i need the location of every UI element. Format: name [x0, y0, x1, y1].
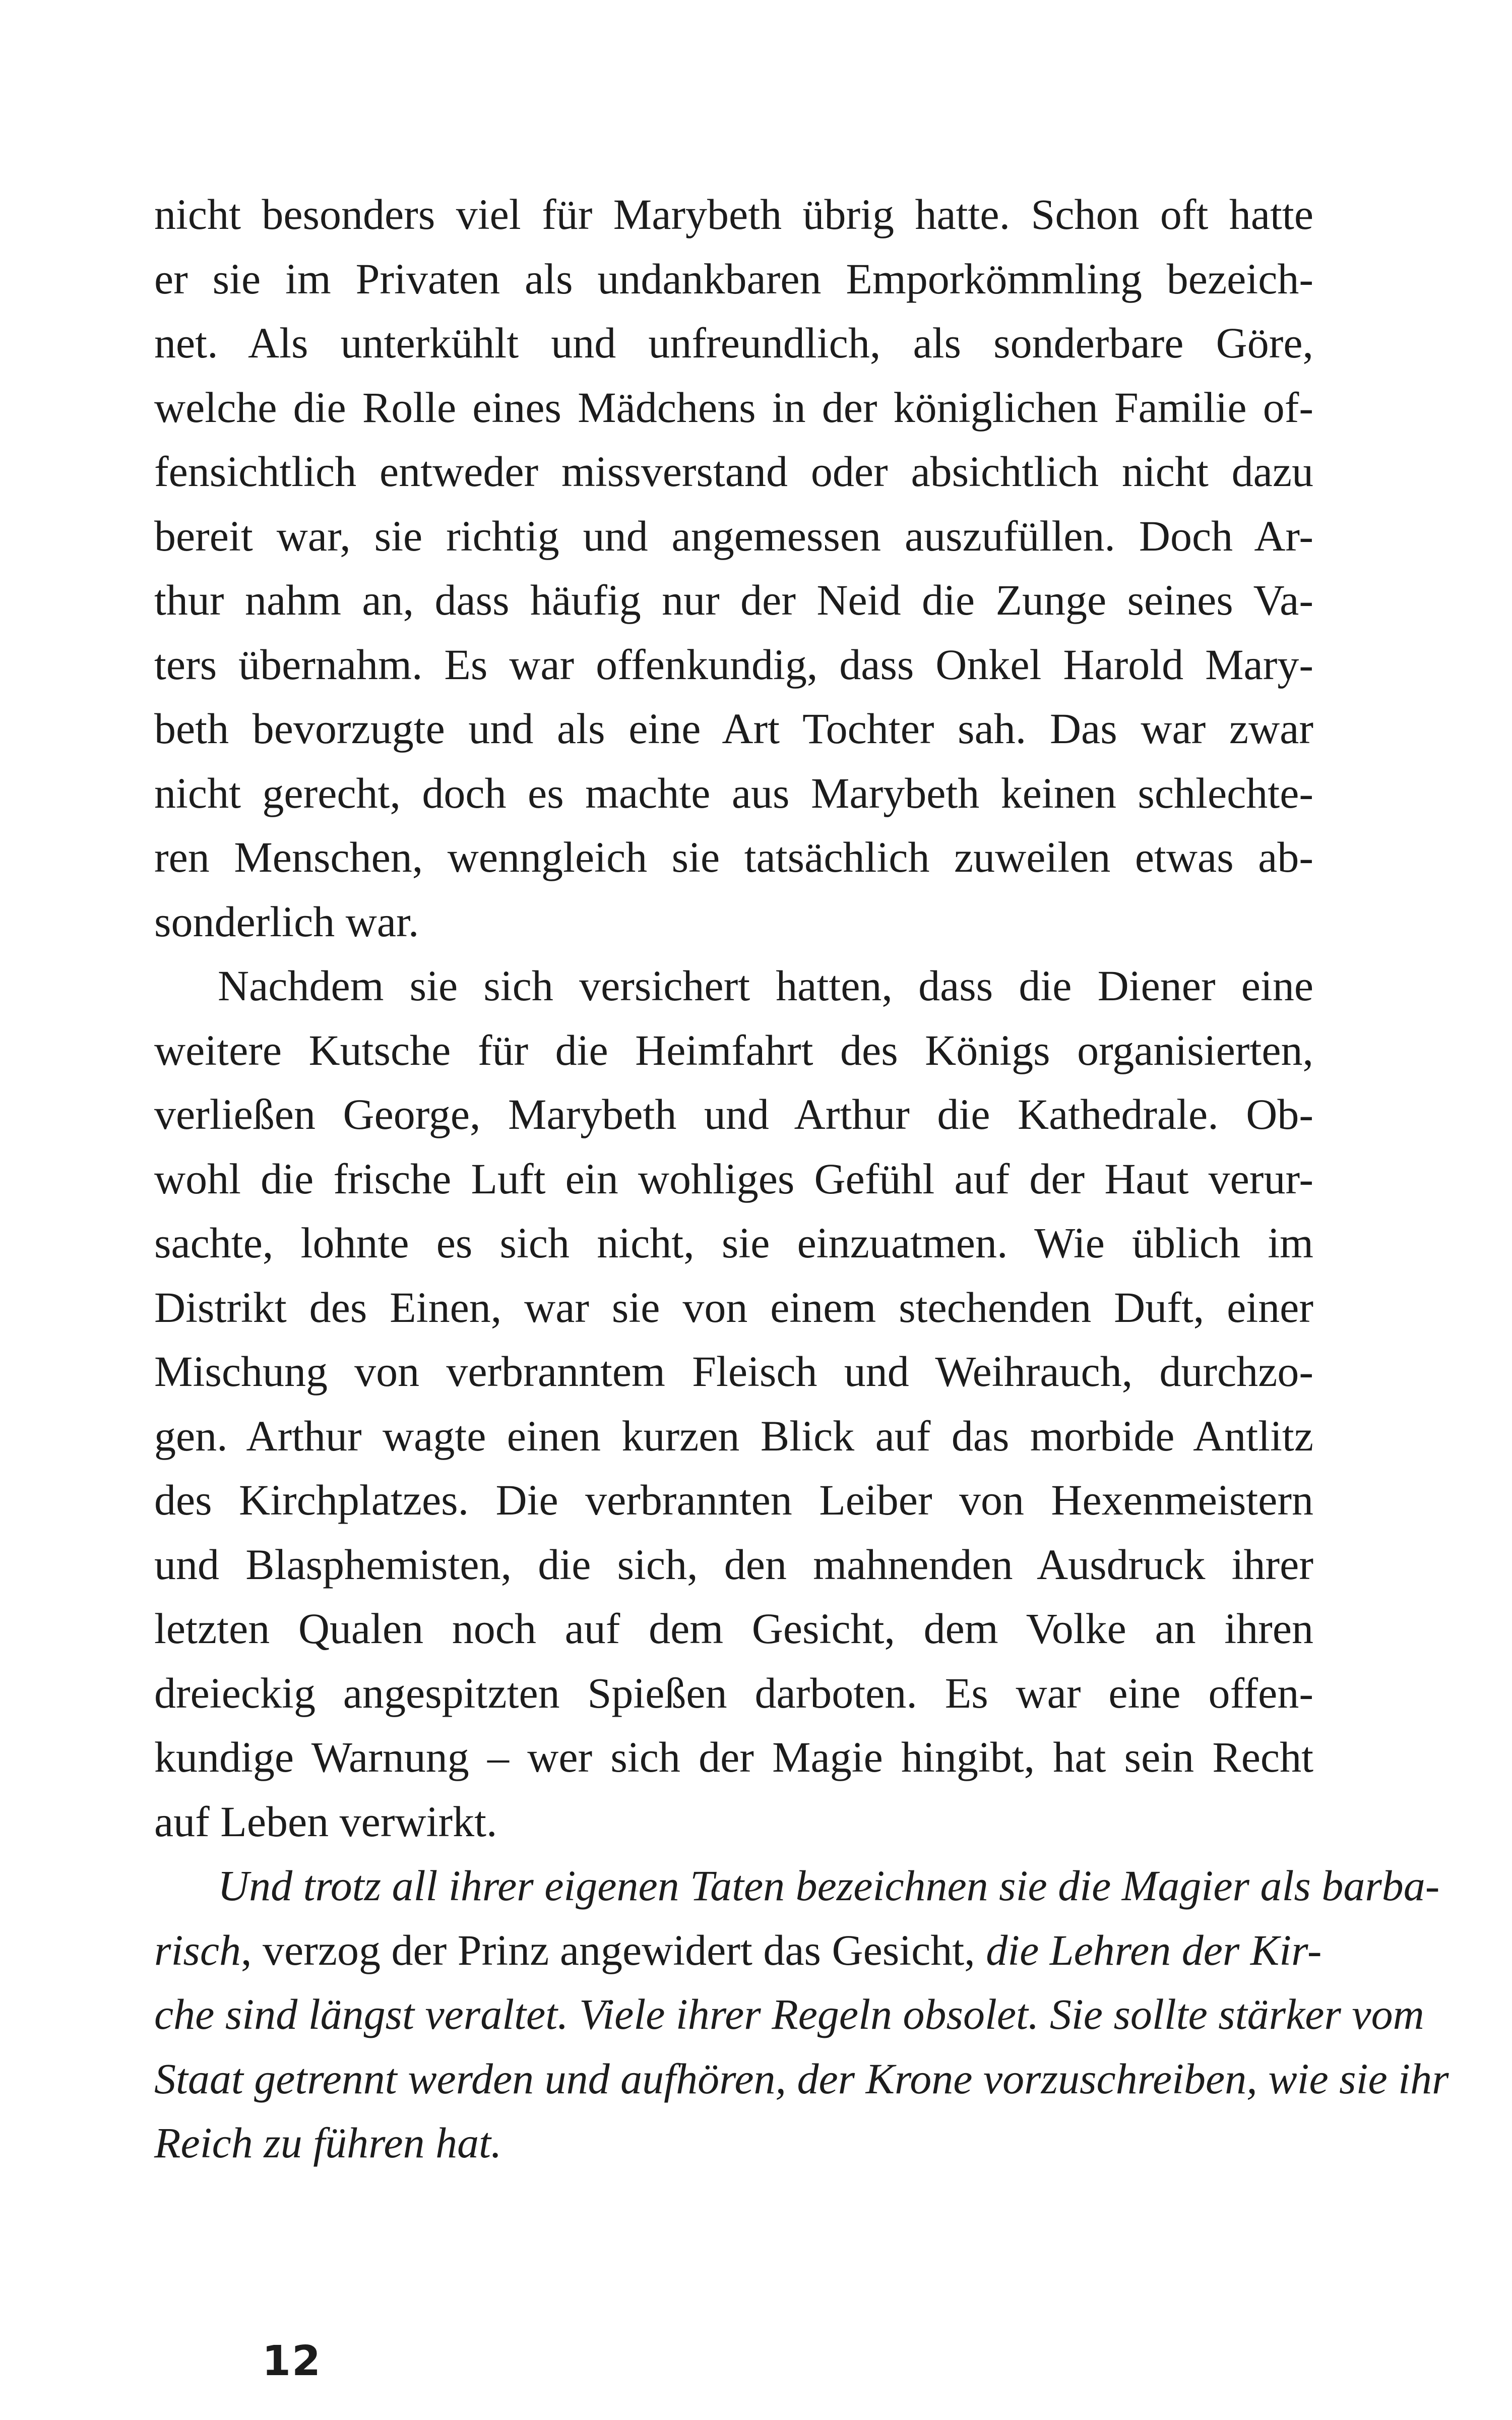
paragraph-1	[154, 183, 1313, 954]
text-line: Distrikt des Einen, war sie von einem stechenden Duft, einer	[154, 1283, 1313, 1332]
text-line: verließen George, Marybeth und Arthur die Kathedrale. Ob-	[154, 1090, 1313, 1138]
page-number: 12	[262, 2337, 322, 2385]
text-line: letzten Qualen noch auf dem Gesicht, dem Volke an ihren	[154, 1604, 1313, 1653]
body-text	[154, 183, 1449, 2175]
italic-text: risch	[154, 1925, 241, 1974]
paragraph-2	[154, 954, 1313, 1854]
text-line: Mischung von verbranntem Fleisch und Weihrauch, durchzo-	[154, 1347, 1313, 1396]
text-line: er sie im Privaten als undankbaren Emporkömmling bezeich-	[154, 254, 1313, 303]
text-line: nicht besonders viel für Marybeth übrig hatte. Schon oft hatte	[154, 190, 1313, 238]
text-line: und Blasphemisten, die sich, den mahnenden Ausdruck ihrer	[154, 1540, 1313, 1589]
text-line: ren Menschen, wenngleich sie tatsächlich zuweilen etwas ab-	[154, 833, 1313, 881]
italic-text: Reich zu führen hat.	[154, 2119, 502, 2167]
text-line: des Kirchplatzes. Die verbrannten Leiber von Hexenmeistern	[154, 1476, 1313, 1524]
text-line	[154, 2111, 1313, 2175]
text-line	[154, 2047, 1449, 2111]
italic-text: die Lehren der Kir-	[986, 1925, 1322, 1974]
text-line: weitere Kutsche für die Heimfahrt des Königs organisierten,	[154, 1025, 1313, 1074]
text-line: bereit war, sie richtig und angemessen auszufüllen. Doch Ar-	[154, 511, 1313, 560]
text-line	[154, 1918, 1322, 1983]
text-line: sonderlich war.	[154, 897, 419, 946]
text-line: dreieckig angespitzten Spießen darboten. Es war eine offen-	[154, 1668, 1313, 1717]
text-line: fensichtlich entweder missverstand oder absichtlich nicht dazu	[154, 447, 1313, 496]
text-line: ters übernahm. Es war offenkundig, dass Onkel Harold Mary-	[154, 640, 1313, 689]
text-line: gen. Arthur wagte einen kurzen Blick auf das morbide Antlitz	[154, 1411, 1313, 1460]
text-line: Nachdem sie sich versichert hatten, dass die Diener eine	[218, 961, 1313, 1010]
text-line: sachte, lohnte es sich nicht, sie einzuatmen. Wie üblich im	[154, 1219, 1313, 1267]
italic-text: Staat getrennt werden und aufhören, der Krone vorzuschreiben, wie sie ihr	[154, 2054, 1449, 2103]
italic-text: che sind längst veraltet. Viele ihrer Regeln obsolet. Sie sollte stärker vom	[154, 1990, 1424, 2038]
text-line: welche die Rolle eines Mädchens in der königlichen Familie of-	[154, 383, 1313, 432]
text-line	[154, 1982, 1424, 2047]
text-line: beth bevorzugte und als eine Art Tochter sah. Das war zwar	[154, 704, 1313, 753]
roman-text: , verzog der Prinz angewidert das Gesicht,	[241, 1925, 986, 1974]
text-line: net. Als unterkühlt und unfreundlich, als sonderbare Göre,	[154, 319, 1313, 367]
text-line: thur nahm an, dass häufig nur der Neid die Zunge seines Va-	[154, 576, 1313, 624]
text-line	[154, 1854, 1440, 1918]
paragraph-3	[154, 1854, 1449, 2175]
text-line: kundige Warnung – wer sich der Magie hingibt, hat sein Recht	[154, 1733, 1313, 1781]
text-line: auf Leben verwirkt.	[154, 1797, 497, 1846]
text-line: nicht gerecht, doch es machte aus Marybeth keinen schlechte-	[154, 768, 1313, 817]
italic-text: Und trotz all ihrer eigenen Taten bezeichnen sie die Magier als barba-	[218, 1861, 1440, 1910]
text-line: wohl die frische Luft ein wohliges Gefühl auf der Haut verur-	[154, 1154, 1313, 1203]
